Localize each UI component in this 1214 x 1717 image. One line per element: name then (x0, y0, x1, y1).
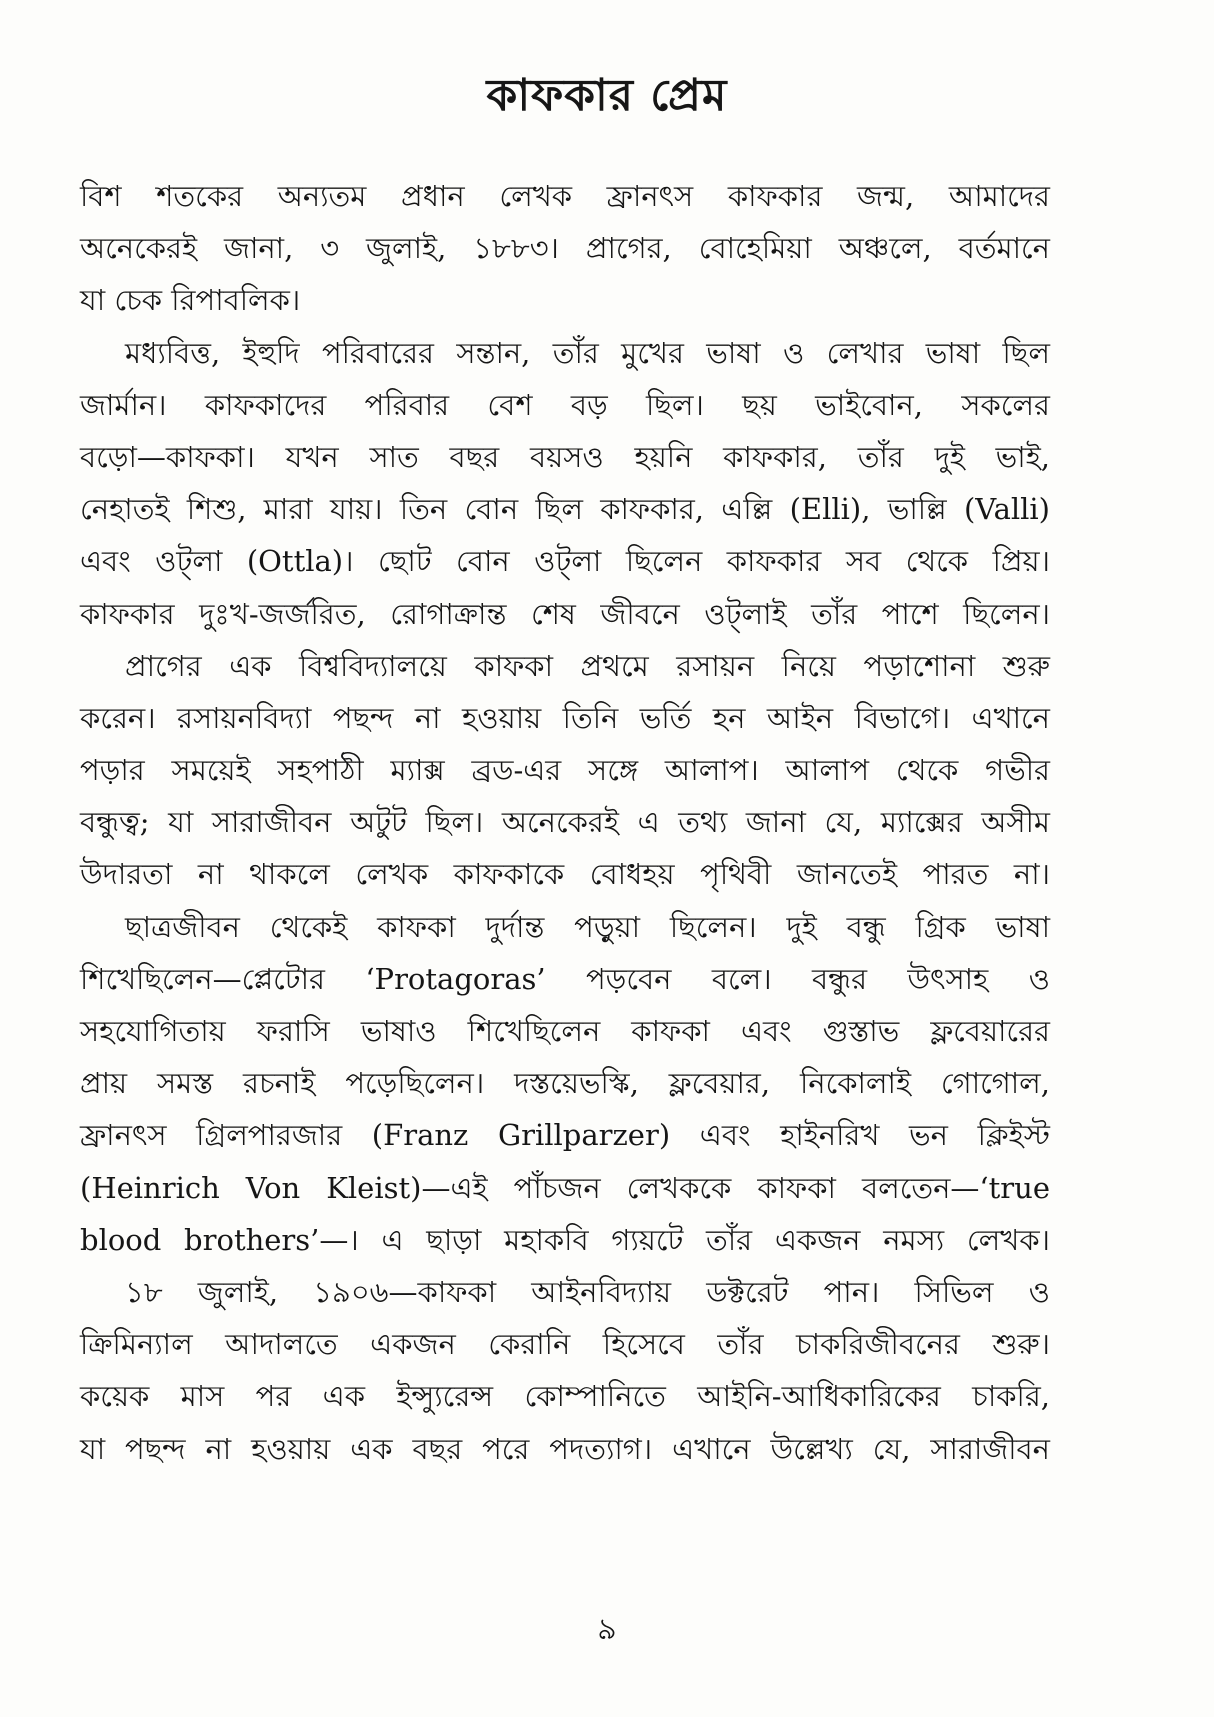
text-line: বন্ধুত্ব; যা সারাজীবন অটুট ছিল। অনেকেরই এ তথ্য জানা যে, ম্যাক্সের অসীম (80, 805, 1050, 840)
text-line: ক্রিমিন্যাল আদালতে একজন কেরানি হিসেবে তাঁর চাকরিজীবনের শুরু। (80, 1327, 1050, 1362)
page-title: কাফকার প্রেম (486, 70, 728, 121)
text-line: বিশ শতকের অন্যতম প্রধান লেখক ফ্রানৎস কাফকার জন্ম, আমাদের (80, 179, 1050, 213)
body-text (80, 170, 1050, 1475)
text-line: কয়েক মাস পর এক ইন্স্যুরেন্স কোম্পানিতে আইনি-আধিকারিকের চাকরি, (80, 1379, 1050, 1414)
text-line: যা চেক রিপাবলিক। (80, 283, 301, 318)
page-number: ৯ (597, 1612, 617, 1647)
text-line: এবং ওট্‌লা (Ottla)। ছোট বোন ওট্‌লা ছিলেন কাফকার সব থেকে প্রিয়। (80, 544, 1050, 579)
text-line: মধ্যবিত্ত, ইহুদি পরিবারের সন্তান, তাঁর মুখের ভাষা ও লেখার ভাষা ছিল (125, 335, 1050, 370)
text-line: বড়ো—কাফকা। যখন সাত বছর বয়সও হয়নি কাফকার, তাঁর দুই ভাই, (80, 439, 1050, 474)
text-line: ফ্রানৎস গ্রিলপারজার (Franz Grillparzer) এবং হাইনরিখ ভন ক্লিইস্ট (80, 1118, 1050, 1153)
text-line: পড়ার সময়েই সহপাঠী ম্যাক্স ব্রড-এর সঙ্গে আলাপ। আলাপ থেকে গভীর (80, 753, 1050, 788)
text-line: অনেকেরই জানা, ৩ জুলাই, ১৮৮৩। প্রাগের, বোহেমিয়া অঞ্চলে, বর্তমানে (80, 231, 1050, 266)
text-line: শিখেছিলেন—প্লেটোর ‘Protagoras’ পড়বেন বলে। বন্ধুর উৎসাহ ও (80, 961, 1050, 996)
paragraph (80, 640, 1050, 901)
paragraph (80, 327, 1050, 640)
text-line: ১৮ জুলাই, ১৯০৬—কাফকা আইনবিদ্যায় ডক্টরেট পান। সিভিল ও (125, 1274, 1050, 1309)
text-line: নেহাতই শিশু, মারা যায়। তিন বোন ছিল কাফকার, এল্লি (Elli), ভাল্লি (Valli) (80, 492, 1050, 527)
text-line: যা পছন্দ না হওয়ায় এক বছর পরে পদত্যাগ। এখানে উল্লেখ্য যে, সারাজীবন (80, 1431, 1050, 1466)
text-line: সহযোগিতায় ফরাসি ভাষাও শিখেছিলেন কাফকা এবং গুস্তাভ ফ্লবেয়ারের (80, 1014, 1050, 1048)
paragraph (80, 170, 1050, 327)
text-line: প্রায় সমস্ত রচনাই পড়েছিলেন। দস্তয়েভস্কি, ফ্লবেয়ার, নিকোলাই গোগোল, (80, 1066, 1050, 1101)
text-line: blood brothers’—। এ ছাড়া মহাকবি গ্যয়টে তাঁর একজন নমস্য লেখক। (80, 1222, 1050, 1257)
text-line: ছাত্রজীবন থেকেই কাফকা দুর্দান্ত পড়ুয়া ছিলেন। দুই বন্ধু গ্রিক ভাষা (125, 909, 1050, 944)
text-line: করেন। রসায়নবিদ্যা পছন্দ না হওয়ায় তিনি ভর্তি হন আইন বিভাগে। এখানে (80, 700, 1050, 735)
text-line: (Heinrich Von Kleist)—এই পাঁচজন লেখককে কাফকা বলতেন—‘true (80, 1170, 1050, 1205)
text-line: প্রাগের এক বিশ্ববিদ্যালয়ে কাফকা প্রথমে রসায়ন নিয়ে পড়াশোনা শুরু (125, 648, 1050, 683)
paragraph (80, 1266, 1050, 1475)
text-line: উদারতা না থাকলে লেখক কাফকাকে বোধহয় পৃথিবী জানতেই পারত না। (80, 857, 1050, 892)
text-line: কাফকার দুঃখ-জর্জরিত, রোগাক্রান্ত শেষ জীবনে ওট্‌লাই তাঁর পাশে ছিলেন। (80, 596, 1050, 631)
text-line: জার্মান। কাফকাদের পরিবার বেশ বড় ছিল। ছয় ভাইবোন, সকলের (80, 387, 1050, 422)
paragraph (80, 901, 1050, 1266)
